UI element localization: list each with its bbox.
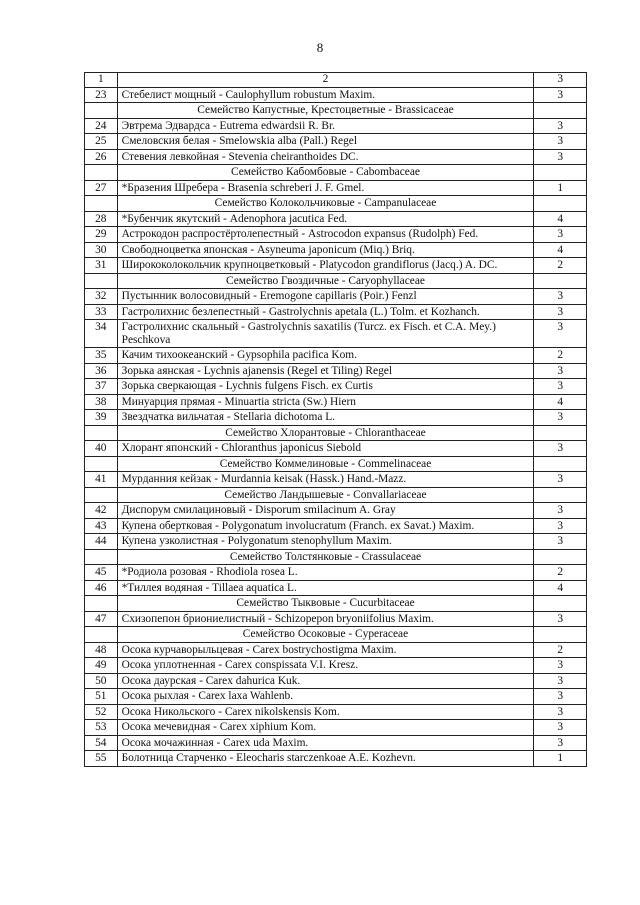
rarity-category: 3 [534, 704, 587, 720]
family-row-number-cell [85, 487, 118, 503]
table-header-row [85, 73, 587, 88]
family-row-number-cell [85, 425, 118, 441]
species-name: Зорька сверкающая - Lychnis fulgens Fisch. ex Curtis [117, 379, 534, 395]
species-number: 37 [85, 379, 118, 395]
family-row-category-cell [534, 456, 587, 472]
species-number: 33 [85, 304, 118, 320]
species-number: 45 [85, 565, 118, 581]
species-name: Мурданния кейзак - Murdannia keisak (Hassk.) Hand.-Mazz. [117, 472, 534, 488]
header-col-number: 1 [85, 73, 118, 88]
family-row-number-cell [85, 549, 118, 565]
rarity-category: 3 [534, 227, 587, 243]
rarity-category: 4 [534, 394, 587, 410]
species-row [85, 441, 587, 457]
rarity-category: 3 [534, 320, 587, 348]
rarity-category: 1 [534, 180, 587, 196]
species-name: *Бубенчик якутский - Adenophora jacutica Fed. [117, 211, 534, 227]
species-name: Смеловския белая - Smelowskia alba (Pall.) Regel [117, 134, 534, 150]
rarity-category: 2 [534, 348, 587, 364]
family-row [85, 165, 587, 181]
species-name: Свободноцветка японская - Asyneuma japonicum (Miq.) Briq. [117, 242, 534, 258]
species-row [85, 394, 587, 410]
species-name: Осока рыхлая - Carex laxa Wahlenb. [117, 689, 534, 705]
species-row [85, 503, 587, 519]
species-number: 54 [85, 735, 118, 751]
species-number: 48 [85, 642, 118, 658]
species-name: Ширококолокольчик крупноцветковый - Platycodon grandiflorus (Jacq.) A. DC. [117, 258, 534, 274]
rarity-category: 2 [534, 565, 587, 581]
rarity-category: 3 [534, 503, 587, 519]
rarity-category: 4 [534, 242, 587, 258]
species-name: *Тиллея водяная - Tillaea aquatica L. [117, 580, 534, 596]
species-row [85, 735, 587, 751]
family-heading: Семейство Осоковые - Cyperaceae [117, 627, 534, 643]
family-row-category-cell [534, 627, 587, 643]
species-name: Гастролихнис безлепестный - Gastrolychnis apetala (L.) Tolm. et Kozhanch. [117, 304, 534, 320]
species-row [85, 565, 587, 581]
species-row [85, 611, 587, 627]
family-heading: Семейство Хлорантовые - Chloranthaceae [117, 425, 534, 441]
rarity-category: 4 [534, 580, 587, 596]
species-number: 42 [85, 503, 118, 519]
species-number: 43 [85, 518, 118, 534]
family-row [85, 627, 587, 643]
species-number: 53 [85, 720, 118, 736]
species-row [85, 472, 587, 488]
species-row [85, 704, 587, 720]
species-row [85, 211, 587, 227]
rarity-category: 3 [534, 534, 587, 550]
species-row [85, 320, 587, 348]
family-row-category-cell [534, 165, 587, 181]
species-name: Минуарция прямая - Minuartia stricta (Sw.) Hiern [117, 394, 534, 410]
family-row-number-cell [85, 165, 118, 181]
rarity-category: 3 [534, 611, 587, 627]
species-row [85, 134, 587, 150]
family-row-number-cell [85, 273, 118, 289]
family-row [85, 487, 587, 503]
rarity-category: 3 [534, 149, 587, 165]
species-row [85, 642, 587, 658]
species-number: 36 [85, 363, 118, 379]
family-heading: Семейство Тыквовые - Cucurbitaceae [117, 596, 534, 612]
species-number: 31 [85, 258, 118, 274]
family-heading: Семейство Коммелиновые - Commelinaceae [117, 456, 534, 472]
species-name: Диспорум смилациновый - Disporum smilacinum A. Gray [117, 503, 534, 519]
family-row [85, 596, 587, 612]
species-number: 52 [85, 704, 118, 720]
species-number: 40 [85, 441, 118, 457]
species-number: 41 [85, 472, 118, 488]
species-row [85, 410, 587, 426]
species-number: 24 [85, 118, 118, 134]
family-row-category-cell [534, 487, 587, 503]
species-number: 34 [85, 320, 118, 348]
family-row-category-cell [534, 425, 587, 441]
species-row [85, 379, 587, 395]
family-row-category-cell [534, 196, 587, 212]
rarity-category: 2 [534, 258, 587, 274]
species-number: 23 [85, 87, 118, 103]
species-row [85, 363, 587, 379]
header-col-category: 3 [534, 73, 587, 88]
species-number: 44 [85, 534, 118, 550]
rarity-category: 2 [534, 642, 587, 658]
species-number: 47 [85, 611, 118, 627]
species-number: 51 [85, 689, 118, 705]
family-heading: Семейство Ландышевые - Convallariaceae [117, 487, 534, 503]
rarity-category: 4 [534, 211, 587, 227]
family-row-number-cell [85, 627, 118, 643]
rarity-category: 3 [534, 289, 587, 305]
species-table [84, 72, 587, 767]
species-name: Купена узколистная - Polygonatum stenophyllum Maxim. [117, 534, 534, 550]
species-row [85, 258, 587, 274]
species-number: 38 [85, 394, 118, 410]
rarity-category: 3 [534, 673, 587, 689]
rarity-category: 3 [534, 720, 587, 736]
species-name: Стебелист мощный - Caulophyllum robustum Maxim. [117, 87, 534, 103]
family-row [85, 103, 587, 119]
species-name: Болотница Старченко - Eleocharis starczenkoae A.E. Kozhevn. [117, 751, 534, 767]
family-row [85, 196, 587, 212]
species-row [85, 227, 587, 243]
species-row [85, 689, 587, 705]
family-row-category-cell [534, 549, 587, 565]
species-row [85, 751, 587, 767]
species-name: Зорька аянская - Lychnis ajanensis (Regel et Tiling) Regel [117, 363, 534, 379]
family-heading: Семейство Толстянковые - Crassulaceae [117, 549, 534, 565]
family-row-number-cell [85, 456, 118, 472]
family-row [85, 456, 587, 472]
species-name: *Родиола розовая - Rhodiola rosea L. [117, 565, 534, 581]
family-heading: Семейство Колокольчиковые - Campanulaceae [117, 196, 534, 212]
family-row-category-cell [534, 103, 587, 119]
species-number: 55 [85, 751, 118, 767]
species-number: 29 [85, 227, 118, 243]
table-body [85, 73, 587, 767]
species-row [85, 518, 587, 534]
species-name: Осока курчаворыльцевая - Carex bostrychostigma Maxim. [117, 642, 534, 658]
rarity-category: 3 [534, 134, 587, 150]
species-row [85, 304, 587, 320]
species-row [85, 118, 587, 134]
species-name: Качим тихоокеанский - Gypsophila pacifica Kom. [117, 348, 534, 364]
species-row [85, 580, 587, 596]
species-row [85, 242, 587, 258]
species-number: 26 [85, 149, 118, 165]
species-row [85, 673, 587, 689]
rarity-category: 3 [534, 410, 587, 426]
family-row-number-cell [85, 196, 118, 212]
family-row-category-cell [534, 596, 587, 612]
species-row [85, 658, 587, 674]
family-heading: Семейство Капустные, Крестоцветные - Brassicaceae [117, 103, 534, 119]
species-name: Астрокодон распростёртолепестный - Astrocodon expansus (Rudolph) Fed. [117, 227, 534, 243]
rarity-category: 3 [534, 87, 587, 103]
species-row [85, 180, 587, 196]
header-col-species: 2 [117, 73, 534, 88]
species-name: Осока уплотненная - Carex conspissata V.I. Kresz. [117, 658, 534, 674]
family-row [85, 549, 587, 565]
species-name: Хлорант японский - Chloranthus japonicus Siebold [117, 441, 534, 457]
species-name: Осока мечевидная - Carex xiphium Kom. [117, 720, 534, 736]
rarity-category: 3 [534, 363, 587, 379]
rarity-category: 3 [534, 518, 587, 534]
rarity-category: 1 [534, 751, 587, 767]
species-name: Эвтрема Эдвардса - Eutrema edwardsii R. Br. [117, 118, 534, 134]
species-row [85, 534, 587, 550]
rarity-category: 3 [534, 304, 587, 320]
species-row [85, 348, 587, 364]
family-row [85, 273, 587, 289]
species-name: Схизопепон бриониелистный - Schizopepon bryoniifolius Maxim. [117, 611, 534, 627]
species-number: 50 [85, 673, 118, 689]
species-number: 25 [85, 134, 118, 150]
rarity-category: 3 [534, 689, 587, 705]
species-name: Купена обертковая - Polygonatum involucratum (Franch. ex Savat.) Maxim. [117, 518, 534, 534]
rarity-category: 3 [534, 472, 587, 488]
species-number: 46 [85, 580, 118, 596]
species-name: *Бразения Шребера - Brasenia schreberi J. F. Gmel. [117, 180, 534, 196]
species-number: 30 [85, 242, 118, 258]
rarity-category: 3 [534, 441, 587, 457]
species-number: 49 [85, 658, 118, 674]
species-row [85, 87, 587, 103]
rarity-category: 3 [534, 379, 587, 395]
species-number: 35 [85, 348, 118, 364]
family-row-number-cell [85, 596, 118, 612]
species-row [85, 289, 587, 305]
species-name: Стевения левкойная - Stevenia cheiranthoides DC. [117, 149, 534, 165]
species-name: Гастролихнис скальный - Gastrolychnis saxatilis (Turcz. ex Fisch. et C.A. Mey.) Peschkova [117, 320, 534, 348]
species-row [85, 720, 587, 736]
species-name: Осока мочажинная - Carex uda Maxim. [117, 735, 534, 751]
family-row-number-cell [85, 103, 118, 119]
rarity-category: 3 [534, 735, 587, 751]
species-number: 39 [85, 410, 118, 426]
species-number: 28 [85, 211, 118, 227]
species-number: 32 [85, 289, 118, 305]
rarity-category: 3 [534, 118, 587, 134]
species-number: 27 [85, 180, 118, 196]
species-name: Пустынник волосовидный - Eremogone capillaris (Poir.) Fenzl [117, 289, 534, 305]
species-name: Осока Никольского - Carex nikolskensis Kom. [117, 704, 534, 720]
species-name: Осока даурская - Carex dahurica Kuk. [117, 673, 534, 689]
rarity-category: 3 [534, 658, 587, 674]
species-row [85, 149, 587, 165]
page-number: 8 [316, 40, 324, 55]
family-row-category-cell [534, 273, 587, 289]
family-row [85, 425, 587, 441]
family-heading: Семейство Кабомбовые - Cabombaceae [117, 165, 534, 181]
family-heading: Семейство Гвоздичные - Caryophyllaceae [117, 273, 534, 289]
species-name: Звездчатка вильчатая - Stellaria dichotoma L. [117, 410, 534, 426]
